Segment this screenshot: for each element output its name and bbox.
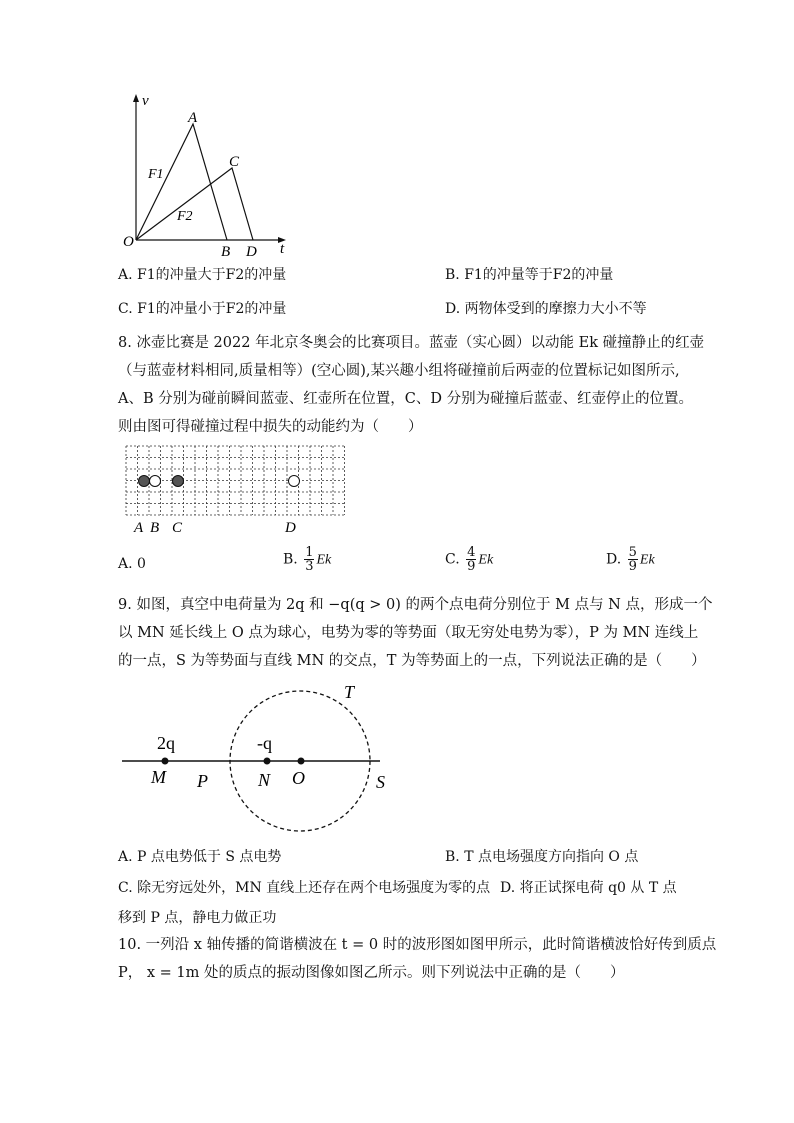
q8-line-1: 8. 冰壶比赛是 2022 年北京冬奥会的比赛项目。蓝壶（实心圆）以动能 Ek 碰撞静止的红壶	[118, 335, 705, 351]
red-stone-D	[289, 476, 300, 487]
label-F1: F1	[148, 167, 164, 182]
q8-option-b: B. $\frac{1}{3}$ Ek	[283, 545, 332, 574]
label-T: T	[344, 682, 355, 702]
label-2q: 2q	[157, 733, 175, 753]
q9-option-d-cont: 移到 P 点，静电力做正功	[118, 910, 277, 926]
label-D: D	[246, 244, 257, 258]
label-M: M	[151, 767, 166, 787]
blue-stone-C	[173, 476, 184, 487]
q8-option-d: D. $\frac{5}{9}$ Ek	[606, 545, 655, 574]
label-O: O	[123, 234, 134, 250]
label-C: C	[229, 154, 240, 170]
equipotential-figure	[115, 678, 405, 838]
q9-option-a: A. P 点电势低于 S 点电势	[118, 849, 282, 865]
label-S: S	[376, 772, 385, 792]
label-negq: -q	[257, 733, 272, 753]
q10-line-2: P， x = 1m 处的质点的振动图像如图乙所示。则下列说法中正确的是（ ）	[118, 965, 625, 981]
label-A: A	[188, 110, 198, 126]
point-O	[298, 758, 305, 765]
label-P: P	[197, 771, 208, 791]
q9-line-1: 9. 如图，真空中电荷量为 2q 和 −q(q > 0) 的两个点电荷分别位于 M 点与 N 点，形成一个	[118, 597, 713, 613]
label-A: A	[134, 520, 144, 536]
q9-line-3: 的一点，S 为等势面与直线 MN 的交点，T 为等势面上的一点，下列说法正确的是（ ）	[118, 653, 706, 669]
q9-option-c: C. 除无穷远处外，MN 直线上还存在两个电场强度为零的点	[118, 880, 491, 896]
q10-line-1: 10. 一列沿 x 轴传播的简谐横波在 t = 0 时的波形图如图甲所示，此时简谐横波恰好传到质点	[118, 937, 717, 953]
red-stone-B	[150, 476, 161, 487]
q7-option-d: D. 两物体受到的摩擦力大小不等	[445, 301, 647, 317]
charge-N	[264, 758, 271, 765]
q8-option-a: A. 0	[118, 556, 146, 572]
q7-option-b: B. F1的冲量等于F2的冲量	[445, 267, 614, 283]
blue-stone-A	[139, 476, 150, 487]
label-N: N	[258, 770, 271, 790]
q9-line-2: 以 MN 延长线上 O 点为球心，电势为零的等势面（取无穷处电势为零），P 为 MN 连线上	[118, 625, 699, 641]
label-v: v	[142, 93, 149, 109]
label-F2: F2	[177, 209, 193, 224]
label-O: O	[292, 768, 305, 788]
label-B: B	[150, 520, 160, 536]
q8-line-3: A、B 分别为碰前瞬间蓝壶、红壶所在位置，C、D 分别为碰撞后蓝壶、红壶停止的位置。	[118, 391, 694, 407]
vt-graph	[110, 88, 300, 258]
charge-M	[162, 758, 169, 765]
label-B: B	[221, 244, 231, 258]
label-C: C	[172, 520, 183, 536]
label-D: D	[285, 520, 296, 536]
q9-option-d: D. 将正试探电荷 q0 从 T 点	[500, 880, 677, 896]
q8-line-4: 则由图可得碰撞过程中损失的动能约为（ ）	[118, 419, 423, 435]
v-axis-arrow	[133, 94, 139, 102]
q7-option-a: A. F1的冲量大于F2的冲量	[118, 267, 287, 283]
q7-option-c: C. F1的冲量小于F2的冲量	[118, 301, 287, 317]
curling-grid-figure	[120, 442, 360, 538]
q9-option-b: B. T 点电场强度方向指向 O 点	[445, 849, 639, 865]
q8-line-2: （与蓝壶材料相同,质量相等）(空心圆),某兴趣小组将碰撞前后两壶的位置标记如图所示,	[118, 363, 680, 379]
label-t: t	[280, 241, 285, 257]
q8-option-c: C. $\frac{4}{9}$ Ek	[445, 545, 494, 574]
